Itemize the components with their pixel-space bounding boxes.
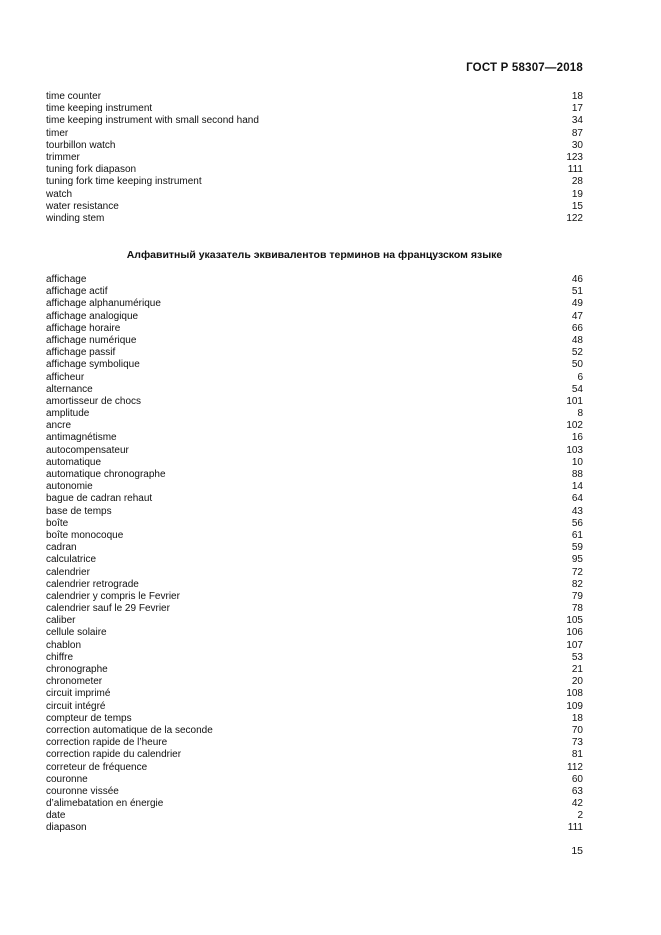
index-page-number: 10 (571, 456, 583, 468)
index-term: tuning fork time keeping instrument (46, 176, 202, 188)
index-page-number: 63 (571, 785, 583, 797)
index-entry (46, 128, 583, 140)
index-term: calendrier retrograde (46, 578, 139, 590)
index-page-number: 59 (571, 542, 583, 554)
index-entry (46, 323, 583, 335)
index-page-number: 14 (571, 481, 583, 493)
index-page-number: 54 (571, 383, 583, 395)
index-entry (46, 749, 583, 761)
index-entry (46, 103, 583, 115)
index-term: autonomie (46, 481, 93, 493)
index-page-number: 107 (566, 639, 583, 651)
index-entry (46, 786, 583, 798)
index-term: bague de cadran rehaut (46, 493, 153, 505)
index-entry (46, 688, 583, 700)
index-page-number: 105 (566, 615, 583, 627)
index-entry (46, 372, 583, 384)
index-entry (46, 481, 583, 493)
index-term: chronographe (46, 664, 108, 675)
index-page-number: 56 (571, 517, 583, 529)
index-term: water resistance (46, 200, 119, 212)
index-page-number: 19 (571, 188, 583, 200)
index-entry (46, 652, 583, 664)
index-page-number: 112 (567, 761, 583, 773)
index-term: ancre (46, 420, 72, 432)
index-entry (46, 554, 583, 566)
section-heading: Алфавитный указатель эквивалентов терминов на французском языке (126, 249, 503, 261)
index-page-number: 16 (571, 432, 583, 444)
index-entry (46, 91, 583, 103)
index-entry (46, 432, 583, 444)
index-term: circuit intégré (46, 700, 106, 712)
index-page-number: 34 (571, 115, 583, 127)
index-term: winding stem (46, 212, 105, 224)
index-term: chronometer (46, 676, 103, 688)
index-page-number: 21 (571, 664, 583, 675)
index-term: cadran (46, 542, 77, 554)
index-entry (46, 140, 583, 152)
index-page-number: 53 (571, 651, 583, 663)
index-page-number: 47 (571, 310, 583, 322)
index-entry (46, 286, 583, 298)
index-entry (46, 810, 583, 822)
index-page-number: 48 (571, 334, 583, 346)
index-entry (46, 408, 583, 420)
index-entry (46, 469, 583, 481)
english-index-list (46, 91, 583, 225)
index-entry (46, 725, 583, 737)
index-term: automatique chronographe (46, 469, 166, 480)
index-term: base de temps (46, 505, 112, 517)
index-entry (46, 115, 583, 127)
index-term: watch (46, 188, 73, 200)
index-term: boîte (46, 517, 69, 529)
index-page-number: 122 (566, 212, 583, 224)
index-term: trimmer (46, 151, 80, 163)
index-entry (46, 420, 583, 432)
index-term: affichage alphanumérique (46, 298, 161, 310)
index-entry (46, 530, 583, 542)
index-term: time keeping instrument with small second hand (46, 115, 259, 127)
index-entry (46, 493, 583, 505)
index-entry (46, 579, 583, 591)
index-term: time counter (46, 91, 102, 102)
index-term: automatique (46, 456, 102, 468)
index-term: antimagnétisme (46, 432, 117, 444)
index-page-number: 52 (571, 347, 583, 359)
index-term: time keeping instrument (46, 103, 153, 115)
index-page-number: 42 (571, 798, 583, 810)
index-page-number: 28 (571, 176, 583, 188)
index-entry (46, 774, 583, 786)
index-page-number: 73 (571, 737, 583, 749)
index-term: diapason (46, 822, 87, 834)
index-term: chiffre (46, 651, 74, 663)
index-term: calculatrice (46, 554, 97, 566)
index-page-number: 17 (571, 103, 583, 115)
index-entry (46, 359, 583, 371)
index-page-number: 81 (571, 749, 583, 761)
index-page-number: 2 (577, 810, 583, 822)
index-term: affichage numérique (46, 334, 137, 346)
index-page-number: 8 (577, 408, 583, 420)
index-term: affichage horaire (46, 322, 121, 334)
index-term: calendrier sauf le 29 Fevrier (46, 603, 170, 615)
index-page-number: 60 (571, 773, 583, 785)
index-entry (46, 213, 583, 225)
index-entry (46, 335, 583, 347)
index-term: date (46, 810, 66, 822)
index-term: calendrier y compris le Fevrier (46, 590, 180, 602)
index-term: affichage actif (46, 286, 108, 298)
index-page-number: 50 (571, 359, 583, 371)
index-entry (46, 298, 583, 310)
index-entry (46, 396, 583, 408)
index-page-number: 49 (571, 298, 583, 310)
index-page-number: 109 (566, 700, 583, 712)
index-entry (46, 445, 583, 457)
index-page-number: 87 (571, 127, 583, 139)
index-entry (46, 384, 583, 396)
french-index-list (46, 274, 583, 835)
index-entry (46, 542, 583, 554)
index-page-number: 88 (571, 469, 583, 480)
index-term: couronne (46, 773, 88, 785)
index-page-number: 66 (571, 322, 583, 334)
index-entry (46, 713, 583, 725)
index-term: chablon (46, 639, 82, 651)
index-entry (46, 627, 583, 639)
index-term: affichage analogique (46, 310, 139, 322)
index-entry (46, 664, 583, 676)
index-page-number: 101 (566, 395, 583, 407)
index-entry (46, 189, 583, 201)
index-term: correction rapide de l’heure (46, 737, 168, 749)
index-page-number: 111 (567, 822, 583, 834)
index-page-number: 72 (571, 566, 583, 578)
index-term: affichage symbolique (46, 359, 140, 371)
index-term: affichage passif (46, 347, 116, 359)
index-term: circuit imprimé (46, 688, 111, 700)
index-entry (46, 311, 583, 323)
index-term: caliber (46, 615, 76, 627)
index-entry (46, 640, 583, 652)
index-page-number: 15 (571, 200, 583, 212)
index-entry (46, 762, 583, 774)
index-term: affichage (46, 274, 87, 285)
index-entry (46, 164, 583, 176)
index-page-number: 106 (566, 627, 583, 639)
index-term: tuning fork diapason (46, 164, 137, 176)
index-entry (46, 201, 583, 213)
index-entry (46, 152, 583, 164)
index-entry (46, 615, 583, 627)
index-term: correction automatique de la seconde (46, 724, 213, 736)
index-page-number: 61 (571, 529, 583, 541)
index-page-number: 111 (567, 164, 583, 176)
index-page-number: 70 (571, 724, 583, 736)
index-entry (46, 591, 583, 603)
index-term: d’alimebatation en énergie (46, 798, 164, 810)
index-page-number: 18 (571, 91, 583, 102)
page-number: 15 (571, 845, 583, 857)
document-code: ГОСТ Р 58307—2018 (466, 62, 583, 74)
index-term: couronne vissée (46, 785, 119, 797)
index-entry (46, 737, 583, 749)
index-entry (46, 506, 583, 518)
index-entry (46, 567, 583, 579)
index-page-number: 30 (571, 139, 583, 151)
index-page-number: 78 (571, 603, 583, 615)
index-entry (46, 518, 583, 530)
index-page-number: 82 (571, 578, 583, 590)
index-term: tourbillon watch (46, 139, 116, 151)
index-page-number: 46 (571, 274, 583, 285)
index-page-number: 64 (571, 493, 583, 505)
index-page-number: 6 (577, 371, 583, 383)
index-term: timer (46, 127, 69, 139)
index-term: alternance (46, 383, 93, 395)
index-page-number: 43 (571, 505, 583, 517)
index-page-number: 108 (566, 688, 583, 700)
index-term: autocompensateur (46, 444, 129, 456)
index-page-number: 103 (566, 444, 583, 456)
index-term: afficheur (46, 371, 85, 383)
index-page-number: 79 (571, 590, 583, 602)
index-entry (46, 676, 583, 688)
index-page-number: 123 (566, 151, 583, 163)
index-term: correction rapide du calendrier (46, 749, 182, 761)
index-term: correteur de fréquence (46, 761, 148, 773)
index-entry (46, 701, 583, 713)
index-term: boîte monocoque (46, 529, 124, 541)
index-term: amortisseur de chocs (46, 395, 142, 407)
index-page-number: 102 (566, 420, 583, 432)
index-page-number: 51 (571, 286, 583, 298)
index-entry (46, 457, 583, 469)
index-page-number: 18 (571, 712, 583, 724)
index-entry (46, 798, 583, 810)
index-page-number: 95 (571, 554, 583, 566)
index-term: cellule solaire (46, 627, 107, 639)
index-entry (46, 822, 583, 834)
index-term: amplitude (46, 408, 90, 420)
index-entry (46, 603, 583, 615)
index-entry (46, 176, 583, 188)
index-entry (46, 347, 583, 359)
index-term: compteur de temps (46, 712, 132, 724)
index-entry (46, 274, 583, 286)
index-page-number: 20 (571, 676, 583, 688)
index-term: calendrier (46, 566, 90, 578)
